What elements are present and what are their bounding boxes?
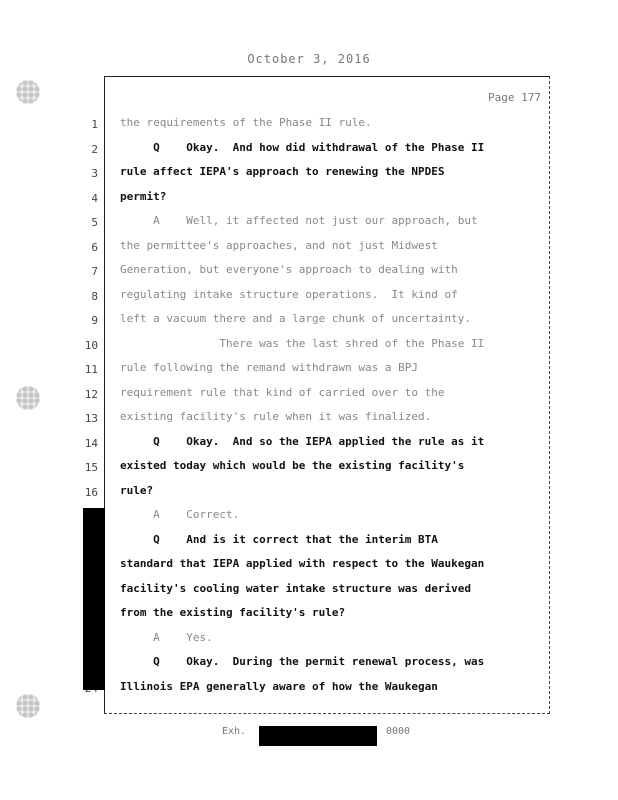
line-number: 2	[91, 142, 98, 156]
transcript-line: facility's cooling water intake structure was derived	[120, 581, 471, 595]
transcript-line: rule following the remand withdrawn was a BPJ	[120, 361, 419, 374]
transcript-line: There was the last shred of the Phase II	[120, 336, 485, 350]
header-date: October 3, 2016	[247, 52, 371, 66]
line-number: 9	[91, 314, 98, 327]
transcript-line: rule?	[120, 483, 154, 497]
transcript-line: Q Okay. During the permit renewal process, was	[120, 655, 485, 668]
line-number: 11	[84, 363, 98, 376]
line-number: 12	[84, 387, 98, 401]
transcript-line: existed today which would be the existing facility's	[120, 459, 465, 472]
transcript-line: A Correct.	[120, 508, 240, 521]
punch-hole-mark	[16, 694, 40, 718]
footer-right: 0000	[386, 726, 411, 737]
punch-hole-mark	[16, 80, 40, 104]
line-number: 8	[91, 289, 98, 303]
transcript-line: rule affect IEPA's approach to renewing the NPDES	[120, 165, 445, 178]
transcript-line: requirement rule that kind of carried over to the	[120, 385, 445, 399]
transcript-line: Generation, but everyone's approach to dealing with	[120, 263, 458, 276]
transcript-line: standard that IEPA applied with respect to the Waukegan	[120, 557, 485, 570]
transcript-line: Q Okay. And how did withdrawal of the Phase II	[120, 140, 485, 154]
transcript-line: the requirements of the Phase II rule.	[120, 116, 372, 129]
transcript-line: A Yes.	[120, 630, 213, 644]
line-number: 1	[91, 118, 98, 131]
line-number: 7	[91, 265, 98, 278]
redaction-bar-side	[83, 508, 105, 690]
transcript-line: regulating intake structure operations. It kind of	[120, 287, 458, 301]
transcript-line: permit?	[120, 189, 167, 203]
transcript-line: Q Okay. And so the IEPA applied the rule as it	[120, 434, 485, 448]
footer-left: Exh.	[222, 726, 247, 737]
transcript-line: Illinois EPA generally aware of how the Waukegan	[120, 679, 438, 693]
line-number: 15	[84, 461, 98, 474]
page-number: Page 177	[488, 91, 541, 104]
line-number: 4	[91, 191, 98, 205]
line-number: 16	[84, 485, 98, 499]
transcript-line: left a vacuum there and a large chunk of uncertainty.	[120, 312, 471, 325]
line-number: 3	[91, 167, 98, 180]
transcript-line: existing facility's rule when it was finalized.	[120, 410, 432, 423]
transcript-line: from the existing facility's rule?	[120, 606, 346, 619]
line-number: 14	[84, 436, 98, 450]
line-number: 6	[91, 240, 98, 254]
transcript-line: Q And is it correct that the interim BTA	[120, 532, 438, 546]
transcript-line: the permittee's approaches, and not just Midwest	[120, 238, 438, 252]
punch-hole-mark	[16, 386, 40, 410]
line-number: 10	[84, 338, 98, 352]
transcript-line: A Well, it affected not just our approach, but	[120, 214, 478, 227]
redaction-bar-footer	[259, 726, 377, 746]
line-number: 5	[91, 216, 98, 229]
line-number: 13	[84, 412, 98, 425]
